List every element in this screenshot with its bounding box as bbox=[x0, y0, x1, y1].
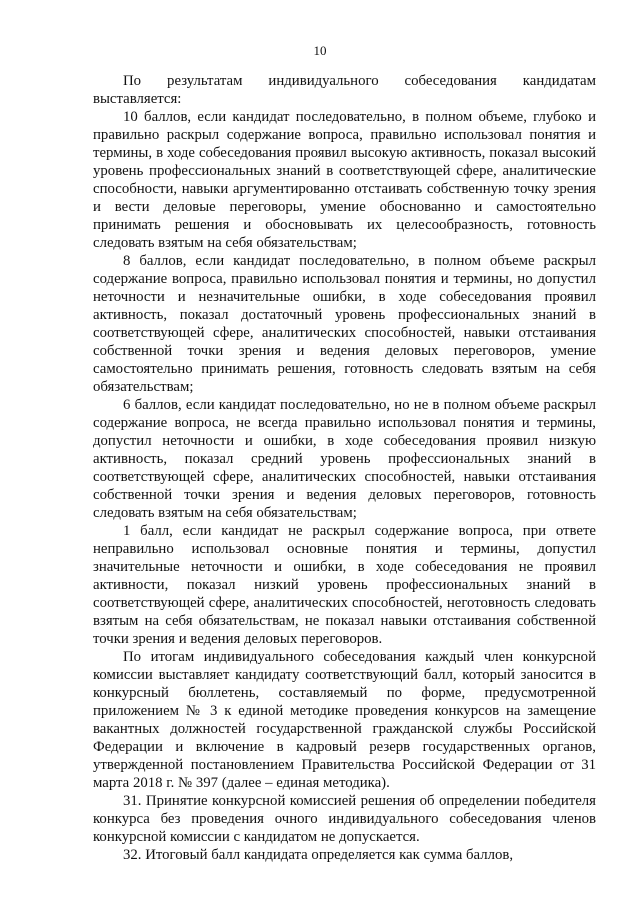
paragraph-item-31: 31. Принятие конкурсной комиссией решения об определении победителя конкурса без проведения очного индивидуального собеседования членов конкурсной комиссии с кандидатом не допускается. bbox=[93, 793, 596, 845]
paragraph-1-point: 1 балл, если кандидат не раскрыл содержание вопроса, при ответе неправильно использовал основные понятия и термины, допустил значительные неточности и ошибки, в ходе собеседования не проявил активности, показал низкий уровень профессиональных знаний в соответствующей сфере, аналитических способностей, неготовность следовать взятым на себя обязательствам, не показал навыки отстаивания собственной точки зрения и ведения деловых переговоров. bbox=[93, 523, 596, 647]
paragraph-item-32: 32. Итоговый балл кандидата определяется как сумма баллов, bbox=[123, 847, 514, 863]
document-body bbox=[93, 72, 596, 864]
paragraph-results-intro: По результатам индивидуального собеседования кандидатам выставляется: bbox=[93, 73, 596, 107]
paragraph-10-points: 10 баллов, если кандидат последовательно, в полном объеме, глубоко и правильно раскрыл содержание вопроса, правильно использовал понятия и термины, в ходе собеседования проявил высокую активность, показал высокий уровень профессиональных знаний в соответствующей сфере, аналитические способности, навыки аргументированно отстаивать собственную точку зрения и вести деловые переговоры, умение обоснованно и самостоятельно принимать решения и обосновывать их целесообразность, готовность следовать взятым на себя обязательствам; bbox=[93, 109, 596, 251]
paragraph-ballot: По итогам индивидуального собеседования каждый член конкурсной комиссии выставляет кандидату соответствующий балл, который заносится в конкурсный бюллетень, составляемый по форме, предусмотренной приложением № 3 к единой методике проведения конкурсов на замещение вакантных должностей государственной гражданской службы Российской Федерации и включение в кадровый резерв государственных органов, утвержденной постановлением Правительства Российской Федерации от 31 марта 2018 г. № 397 (далее – единая методика). bbox=[93, 649, 596, 791]
page-number: 10 bbox=[313, 43, 327, 58]
paragraph-6-points: 6 баллов, если кандидат последовательно, но не в полном объеме раскрыл содержание вопроса, не всегда правильно использовал понятия и термины, допустил неточности и ошибки, в ходе собеседования проявил низкую активность, показал средний уровень профессиональных знаний в соответствующей сфере, аналитических способностей, навыки отстаивания собственной точки зрения и ведения деловых переговоров, готовность следовать взятым на себя обязательствам; bbox=[93, 397, 596, 521]
paragraph-8-points: 8 баллов, если кандидат последовательно, в полном объеме раскрыл содержание вопроса, правильно использовал понятия и термины, но допустил неточности и незначительные ошибки, в ходе собеседования проявил активность, показал достаточный уровень профессиональных знаний в соответствующей сфере, аналитических способностей, навыки отстаивания собственной точки зрения и ведения деловых переговоров, умение самостоятельно принимать решения, готовность следовать взятым на себя обязательствам; bbox=[93, 253, 596, 395]
